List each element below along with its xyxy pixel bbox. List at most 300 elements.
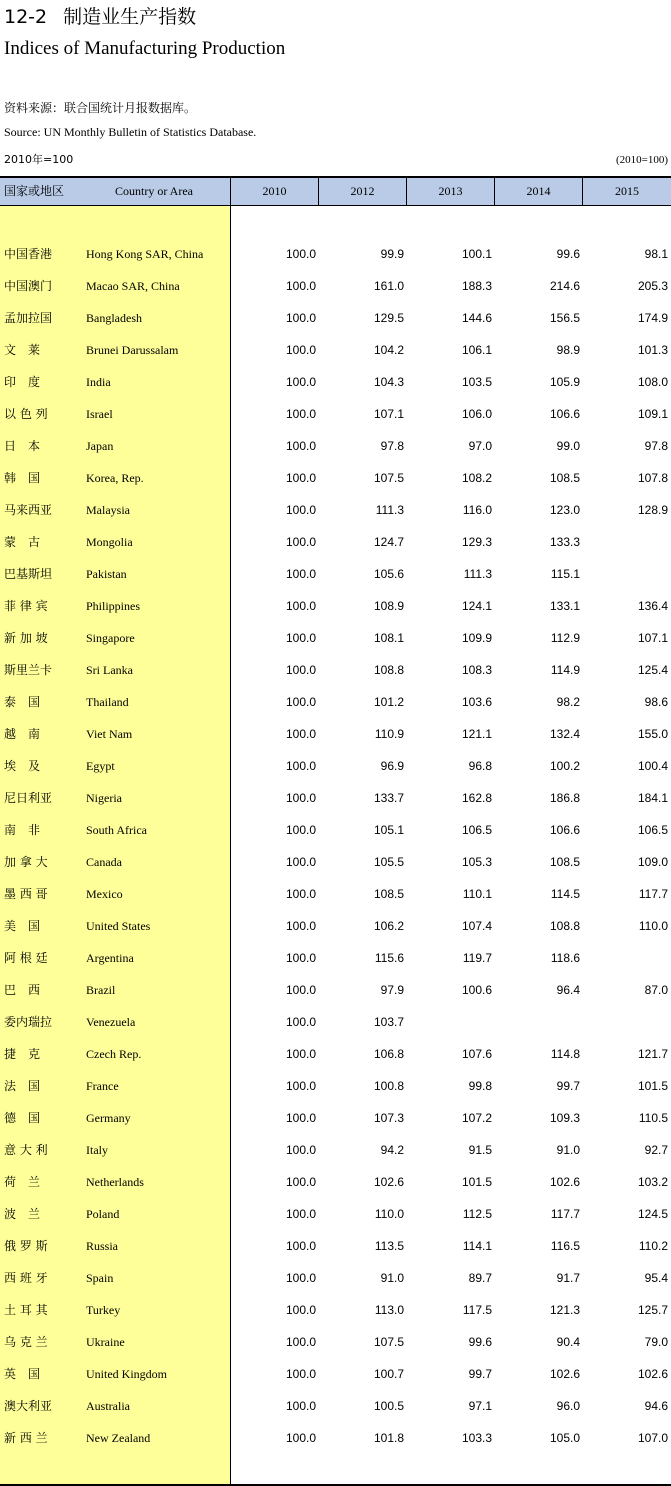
index-value: 100.0 [285,279,316,293]
index-value: 92.7 [644,1143,668,1157]
index-value: 100.4 [637,759,668,773]
country-name-en: Brunei Darussalam [86,343,179,357]
index-value: 103.6 [461,695,492,709]
index-value: 100.0 [285,663,316,677]
index-value: 107.6 [461,1047,492,1061]
table-row [0,430,671,462]
country-name-cn: 波 兰 [4,1207,41,1221]
index-value: 94.6 [644,1399,668,1413]
index-value: 100.0 [285,343,316,357]
index-value: 100.0 [285,727,316,741]
country-name-cn: 文 莱 [4,343,41,357]
data-table [0,176,671,1486]
country-name-en: Macao SAR, China [86,279,180,293]
index-value: 128.9 [637,503,668,517]
index-value: 100.0 [285,1335,316,1349]
country-name-cn: 意 大 利 [4,1143,48,1157]
country-name-en: United Kingdom [86,1367,167,1381]
country-name-en: Poland [86,1207,120,1221]
table-row [0,366,671,398]
index-value: 103.2 [637,1175,668,1189]
table-row [0,654,671,686]
table-row [0,718,671,750]
country-name-en: India [86,375,111,389]
index-value: 100.0 [285,471,316,485]
index-value: 100.0 [285,503,316,517]
index-value: 100.0 [285,951,316,965]
index-value: 100.0 [285,535,316,549]
index-value: 105.9 [549,375,580,389]
index-value: 101.8 [373,1431,404,1445]
header-country-cn: 国家或地区 [4,184,65,198]
table-row [0,1070,671,1102]
index-value: 133.1 [549,599,580,613]
index-value: 97.8 [644,439,668,453]
index-value: 100.0 [285,1207,316,1221]
index-value: 116.5 [550,1239,580,1253]
table-row [0,1422,671,1454]
index-value: 105.0 [549,1431,580,1445]
country-name-cn: 埃 及 [4,759,41,773]
index-value: 97.8 [380,439,404,453]
index-value: 99.6 [556,247,580,261]
header-year: 2015 [615,184,639,198]
index-value: 108.5 [549,471,580,485]
index-value: 107.2 [461,1111,492,1125]
index-value: 97.9 [380,983,404,997]
country-name-en: Korea, Rep. [86,471,144,485]
index-value: 108.8 [549,919,580,933]
index-value: 100.5 [373,1399,404,1413]
table-row [0,1102,671,1134]
index-value: 99.8 [468,1079,492,1093]
index-value: 103.7 [373,1015,404,1029]
index-value: 100.0 [285,1303,316,1317]
index-value: 114.9 [550,663,580,677]
country-name-en: Singapore [86,631,135,645]
index-value: 99.9 [380,247,404,261]
index-value: 125.4 [637,663,668,677]
index-value: 111.3 [463,567,492,581]
title-cn-text: 制造业生产指数 [63,6,197,28]
country-name-en: Ukraine [86,1335,125,1349]
index-value: 125.7 [637,1303,668,1317]
country-name-cn: 以 色 列 [4,407,48,421]
header-year: 2012 [350,184,375,198]
index-value: 101.5 [461,1175,492,1189]
table-row [0,846,671,878]
country-name-en: Canada [86,855,122,869]
country-name-en: Venezuela [86,1015,136,1029]
index-value: 106.0 [461,407,492,421]
index-value: 100.0 [285,983,316,997]
index-value: 121.7 [637,1047,668,1061]
index-value: 100.0 [285,823,316,837]
country-name-cn: 荷 兰 [4,1175,41,1189]
index-value: 118.6 [550,951,580,965]
table-header-rule [0,205,671,206]
country-name-cn: 孟加拉国 [4,311,53,325]
country-name-cn: 土 耳 其 [4,1303,48,1317]
table-row [0,238,671,270]
index-value: 97.1 [468,1399,492,1413]
index-value: 104.2 [373,343,404,357]
index-value: 114.1 [462,1239,492,1253]
table-row [0,782,671,814]
index-value: 103.5 [461,375,492,389]
index-value: 110.2 [638,1239,668,1253]
index-value: 106.5 [461,823,492,837]
index-value: 100.0 [285,1399,316,1413]
index-value: 100.1 [461,247,492,261]
index-value: 100.0 [285,247,316,261]
country-name-en: Sri Lanka [86,663,133,677]
index-value: 99.6 [468,1335,492,1349]
country-name-cn: 澳大利亚 [4,1399,53,1413]
index-value: 98.1 [644,247,668,261]
index-value: 101.5 [637,1079,668,1093]
country-name-en: United States [86,919,151,933]
index-value: 100.0 [285,1079,316,1093]
country-name-cn: 德 国 [4,1111,41,1125]
table-row [0,750,671,782]
index-value: 133.3 [549,535,580,549]
index-value: 100.0 [285,759,316,773]
index-value: 107.4 [461,919,492,933]
index-value: 110.5 [638,1111,668,1125]
index-value: 107.3 [373,1111,404,1125]
country-name-cn: 尼日利亚 [4,791,53,805]
index-value: 100.0 [285,1047,316,1061]
index-value: 100.0 [285,407,316,421]
table-row [0,494,671,526]
header-year: 2013 [438,184,463,198]
index-value: 108.2 [461,471,492,485]
country-name-cn: 西 班 牙 [4,1271,48,1285]
country-name-cn: 墨 西 哥 [4,887,48,901]
index-value: 100.0 [285,567,316,581]
index-value: 105.3 [461,855,492,869]
index-value: 100.0 [285,919,316,933]
index-value: 107.8 [637,471,668,485]
base-year-note-cn: 2010年=100 [4,153,74,166]
index-value: 124.5 [637,1207,668,1221]
table-row [0,1358,671,1390]
index-value: 100.6 [461,983,492,997]
index-value: 105.5 [373,855,404,869]
country-name-en: Malaysia [86,503,130,517]
table-row [0,590,671,622]
country-name-cn: 乌 克 兰 [4,1335,48,1349]
index-value: 119.7 [462,951,492,965]
index-value: 100.0 [285,1431,316,1445]
base-year-note-en: (2010=100) [615,154,668,166]
index-value: 107.5 [373,1335,404,1349]
country-name-cn: 美 国 [4,919,41,933]
index-value: 90.4 [556,1335,580,1349]
index-value: 186.8 [549,791,580,805]
index-value: 100.0 [285,1111,316,1125]
country-name-cn: 日 本 [4,439,41,453]
index-value: 132.4 [549,727,580,741]
country-name-en: Czech Rep. [86,1047,142,1061]
country-name-en: Japan [86,439,114,453]
country-name-en: Italy [86,1143,108,1157]
index-value: 109.3 [549,1111,580,1125]
table-row [0,526,671,558]
index-value: 91.5 [468,1143,492,1157]
index-value: 99.7 [468,1367,492,1381]
index-value: 105.6 [373,567,404,581]
country-name-en: Mexico [86,887,123,901]
country-name-en: Brazil [86,983,116,997]
index-value: 156.5 [549,311,580,325]
source-note-cn: 资料来源：联合国统计月报数据库。 [4,101,197,115]
index-value: 100.0 [285,887,316,901]
table-row [0,1390,671,1422]
index-value: 129.5 [373,311,404,325]
table-row [0,398,671,430]
country-name-en: Egypt [86,759,115,773]
index-value: 109.1 [637,407,668,421]
country-name-cn: 中国香港 [4,247,53,261]
index-value: 95.4 [644,1271,668,1285]
index-value: 108.1 [373,631,404,645]
index-value: 129.3 [461,535,492,549]
country-name-cn: 英 国 [4,1367,41,1381]
index-value: 99.0 [556,439,580,453]
country-name-cn: 越 南 [4,727,41,741]
table-row [0,814,671,846]
index-value: 110.9 [374,727,404,741]
index-value: 91.7 [556,1271,580,1285]
index-value: 110.1 [462,887,492,901]
index-value: 133.7 [373,791,404,805]
index-value: 113.5 [374,1239,404,1253]
table-row [0,1198,671,1230]
country-name-en: Russia [86,1239,119,1253]
index-value: 79.0 [644,1335,668,1349]
index-value: 117.7 [550,1207,580,1221]
index-value: 214.6 [549,279,580,293]
source-note-en: Source: UN Monthly Bulletin of Statistics Database. [4,125,257,139]
table-row [0,622,671,654]
index-value: 106.8 [373,1047,404,1061]
index-value: 100.0 [285,631,316,645]
index-value: 100.0 [285,1143,316,1157]
index-value: 106.6 [549,823,580,837]
index-value: 117.5 [462,1303,492,1317]
country-name-cn: 中国澳门 [4,279,53,293]
index-value: 124.1 [461,599,492,613]
index-value: 121.3 [549,1303,580,1317]
table-row [0,558,671,590]
index-value: 108.9 [373,599,404,613]
index-value: 100.7 [373,1367,404,1381]
index-value: 96.4 [556,983,580,997]
index-value: 100.0 [285,439,316,453]
index-value: 96.8 [468,759,492,773]
index-value: 102.6 [637,1367,668,1381]
table-row [0,462,671,494]
country-name-cn: 菲 律 宾 [4,599,48,613]
index-value: 106.5 [637,823,668,837]
index-value: 100.0 [285,695,316,709]
country-name-en: Viet Nam [86,727,133,741]
index-value: 101.3 [637,343,668,357]
table-title-cn [4,5,196,29]
index-value: 100.0 [285,1015,316,1029]
index-value: 100.0 [285,1239,316,1253]
country-name-en: Australia [86,1399,130,1413]
index-value: 110.0 [374,1207,404,1221]
table-row [0,1006,671,1038]
country-name-en: Nigeria [86,791,122,805]
index-value: 100.0 [285,599,316,613]
table-title-en: Indices of Manufacturing Production [4,38,286,59]
table-row [0,878,671,910]
index-value: 161.0 [373,279,404,293]
country-name-cn: 阿 根 廷 [4,951,48,965]
table-row [0,942,671,974]
country-name-cn: 巴基斯坦 [4,567,53,581]
country-name-en: Bangladesh [86,311,142,325]
index-value: 205.3 [637,279,668,293]
index-value: 108.5 [373,887,404,901]
index-value: 100.0 [285,375,316,389]
index-value: 116.0 [462,503,492,517]
index-value: 106.1 [461,343,492,357]
country-name-cn: 俄 罗 斯 [4,1239,48,1253]
table-row [0,1294,671,1326]
country-name-en: France [86,1079,119,1093]
index-value: 111.3 [375,503,404,517]
index-value: 184.1 [637,791,668,805]
index-value: 106.2 [373,919,404,933]
index-value: 117.7 [638,887,668,901]
index-value: 123.0 [549,503,580,517]
index-value: 100.8 [373,1079,404,1093]
table-row [0,1134,671,1166]
index-value: 109.0 [637,855,668,869]
index-value: 112.5 [462,1207,492,1221]
index-value: 108.0 [637,375,668,389]
index-value: 144.6 [461,311,492,325]
country-name-cn: 巴 西 [4,983,41,997]
country-name-en: Philippines [86,599,141,613]
index-value: 107.0 [637,1431,668,1445]
table-row [0,1230,671,1262]
index-value: 121.1 [461,727,492,741]
country-name-cn: 新 西 兰 [4,1431,48,1445]
index-value: 100.0 [285,855,316,869]
index-value: 98.9 [556,343,580,357]
index-value: 89.7 [468,1271,492,1285]
header-year: 2010 [262,184,287,198]
table-row [0,1262,671,1294]
index-value: 96.0 [556,1399,580,1413]
index-value: 100.0 [285,1367,316,1381]
index-value: 96.9 [380,759,404,773]
index-value: 115.6 [374,951,404,965]
country-name-cn: 斯里兰卡 [4,663,53,677]
country-name-en: Israel [86,407,113,421]
index-value: 155.0 [637,727,668,741]
table-row [0,686,671,718]
table-number: 12-2 [4,6,48,28]
index-value: 98.2 [556,695,580,709]
index-value: 100.0 [285,1175,316,1189]
country-name-cn: 蒙 古 [4,535,41,549]
table-row [0,270,671,302]
country-name-en: Turkey [86,1303,121,1317]
index-value: 115.1 [550,567,580,581]
index-value: 100.0 [285,791,316,805]
index-value: 106.6 [549,407,580,421]
country-name-en: Mongolia [86,535,133,549]
table-row [0,974,671,1006]
index-value: 162.8 [461,791,492,805]
index-value: 112.9 [550,631,580,645]
table-row [0,302,671,334]
table-row [0,1326,671,1358]
index-value: 91.0 [556,1143,580,1157]
country-name-cn: 加 拿 大 [4,855,48,869]
country-name-cn: 印 度 [4,375,41,389]
index-value: 102.6 [549,1175,580,1189]
index-value: 100.0 [285,311,316,325]
index-value: 100.2 [549,759,580,773]
country-name-en: Thailand [86,695,129,709]
index-value: 107.1 [637,631,668,645]
index-value: 109.9 [461,631,492,645]
index-value: 101.2 [373,695,404,709]
table-row [0,910,671,942]
country-name-en: Argentina [86,951,134,965]
country-name-en: New Zealand [86,1431,151,1445]
index-value: 107.1 [373,407,404,421]
index-value: 99.7 [556,1079,580,1093]
country-name-cn: 马来西亚 [4,503,53,517]
index-value: 98.6 [644,695,668,709]
index-value: 87.0 [644,983,668,997]
country-name-cn: 法 国 [4,1079,41,1093]
country-name-en: South Africa [86,823,147,837]
index-value: 94.2 [380,1143,404,1157]
table-row [0,334,671,366]
table-row [0,1166,671,1198]
index-value: 110.0 [638,919,668,933]
header-year: 2014 [526,184,551,198]
country-name-en: Pakistan [86,567,127,581]
table-row [0,1038,671,1070]
index-value: 100.0 [285,1271,316,1285]
index-value: 136.4 [637,599,668,613]
index-value: 102.6 [373,1175,404,1189]
country-name-cn: 泰 国 [4,695,41,709]
table-body [0,238,671,1454]
index-value: 108.3 [461,663,492,677]
country-name-en: Hong Kong SAR, China [86,247,204,261]
index-value: 102.6 [549,1367,580,1381]
index-value: 188.3 [461,279,492,293]
country-name-cn: 新 加 坡 [4,631,48,645]
index-value: 107.5 [373,471,404,485]
index-value: 174.9 [637,311,668,325]
country-name-cn: 南 非 [4,823,41,837]
index-value: 113.0 [374,1303,404,1317]
country-name-en: Netherlands [86,1175,144,1189]
